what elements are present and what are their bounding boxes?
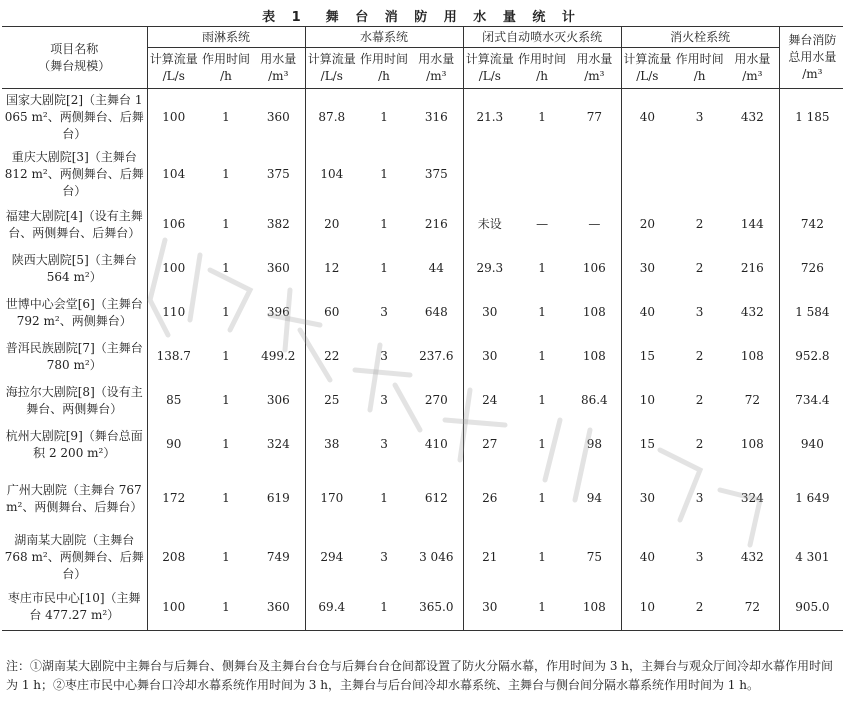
- row-value-cell: [673, 146, 726, 203]
- header-unit-cell: 作用时间 /h: [518, 52, 567, 83]
- table-body: [2, 89, 843, 631]
- row-value-cell: 21: [482, 550, 498, 564]
- row-value-cell: 29.3: [476, 261, 504, 275]
- table-row: [2, 379, 843, 423]
- row-value-cell: 396: [252, 291, 305, 335]
- row-project-name: 陕西大剧院[5]（主舞台 564 m²）: [2, 247, 147, 291]
- header-system-deluge: 雨淋系统: [147, 27, 305, 48]
- row-value-cell: 25: [324, 393, 340, 407]
- row-value-cell: 3: [380, 437, 388, 451]
- row-value-cell: 108: [726, 423, 779, 467]
- row-value-cell: 2: [695, 437, 704, 451]
- row-project-name: 枣庄市民中心[10]（主舞台 477.27 m²）: [2, 585, 147, 631]
- table-caption: 表 1 舞 台 消 防 用 水 量 统 计: [262, 10, 581, 25]
- row-value-cell: 40: [639, 305, 655, 319]
- header-unit-cell: 作用时间 /h: [675, 52, 724, 83]
- row-value-cell: 40: [639, 550, 655, 564]
- row-value-cell: 15: [639, 437, 655, 451]
- row-project-name: 国家大剧院[2]（主舞台 1 065 m²、两侧舞台、后舞台）: [2, 89, 147, 146]
- row-project-name: 福建大剧院[4]（设有主舞台、两侧舞台、后舞台）: [2, 203, 147, 247]
- row-value-cell: 30: [639, 261, 655, 275]
- row-value-cell: 44: [410, 247, 463, 291]
- row-value-cell: 3: [695, 305, 704, 319]
- row-value-cell: 1: [538, 261, 546, 275]
- row-value-cell: 104: [162, 166, 186, 181]
- row-value-cell: 1 584: [795, 305, 830, 319]
- row-value-cell: 108: [568, 335, 621, 379]
- row-value-cell: 72: [726, 379, 779, 423]
- row-value-cell: 106: [568, 247, 621, 291]
- row-value-cell: 432: [726, 89, 779, 146]
- header-unit-cell: 作用时间 /h: [360, 52, 409, 83]
- row-project-name: 世博中心会堂[6]（主舞台 792 m²、两侧舞台）: [2, 291, 147, 335]
- row-value-cell: 1: [538, 393, 546, 407]
- header-unit-cell: 计算流量 /L/s: [149, 52, 198, 83]
- table-row: [2, 247, 843, 291]
- row-value-cell: 172: [162, 491, 186, 505]
- row-value-cell: 20: [324, 217, 340, 231]
- row-value-cell: 905.0: [795, 599, 830, 614]
- row-value-cell: 1: [222, 109, 230, 124]
- row-value-cell: 3: [380, 393, 388, 407]
- table-row: [2, 291, 843, 335]
- row-value-cell: 3: [695, 491, 704, 505]
- row-value-cell: 1: [222, 261, 230, 275]
- row-value-cell: 499.2: [252, 335, 305, 379]
- row-value-cell: 952.8: [795, 349, 830, 363]
- row-value-cell: 138.7: [156, 349, 191, 363]
- row-value-cell: 144: [726, 203, 779, 247]
- row-project-name: 海拉尔大剧院[8]（设有主舞台、两侧舞台）: [2, 379, 147, 423]
- row-value-cell: 86.4: [568, 379, 621, 423]
- row-value-cell: 1: [380, 217, 388, 231]
- row-value-cell: 10: [639, 599, 655, 614]
- row-value-cell: 1: [222, 491, 230, 505]
- row-value-cell: [779, 146, 843, 203]
- row-value-cell: 375: [252, 146, 305, 203]
- row-value-cell: 360: [252, 247, 305, 291]
- row-project-name: 杭州大剧院[9]（舞台总面积 2 200 m²）: [2, 423, 147, 467]
- header-unit-cell: 用水量 /m³: [252, 48, 305, 89]
- row-value-cell: 94: [568, 467, 621, 531]
- row-value-cell: 324: [252, 423, 305, 467]
- row-value-cell: 742: [800, 217, 824, 231]
- row-project-name: 重庆大剧院[3]（主舞台 812 m²、两侧舞台、后舞台）: [2, 146, 147, 203]
- row-value-cell: 4 301: [795, 550, 830, 564]
- row-value-cell: 2: [695, 599, 704, 614]
- row-value-cell: 2: [695, 393, 704, 407]
- row-value-cell: 75: [568, 531, 621, 585]
- row-value-cell: 726: [800, 261, 824, 275]
- header-system-drencher: 水幕系统: [305, 27, 463, 48]
- row-value-cell: 27: [482, 437, 498, 451]
- row-value-cell: 1: [222, 599, 230, 614]
- row-value-cell: 216: [726, 247, 779, 291]
- row-value-cell: 1 185: [795, 109, 830, 124]
- header-unit-cell: 用水量 /m³: [568, 48, 621, 89]
- header-item-name: 项目名称 （舞台规模）: [2, 27, 147, 89]
- table-row: [2, 585, 843, 631]
- row-value-cell: 1: [380, 109, 388, 124]
- row-value-cell: 38: [324, 437, 340, 451]
- row-value-cell: 77: [568, 89, 621, 146]
- row-value-cell: 未设: [477, 217, 502, 231]
- header-unit-cell: 计算流量 /L/s: [623, 52, 672, 83]
- row-value-cell: 294: [320, 550, 344, 564]
- row-value-cell: —: [568, 203, 621, 247]
- row-value-cell: 2: [695, 349, 704, 363]
- header-unit-cell: 作用时间 /h: [201, 52, 250, 83]
- row-project-name: 广州大剧院（主舞台 767 m²、两侧舞台、后舞台）: [2, 467, 147, 531]
- row-value-cell: 1 649: [795, 491, 830, 505]
- row-value-cell: 1: [222, 166, 230, 181]
- header-unit-cell: 用水量 /m³: [410, 48, 463, 89]
- header-row-systems: [2, 27, 843, 48]
- row-value-cell: 360: [252, 89, 305, 146]
- fire-water-table: [2, 26, 843, 631]
- row-value-cell: 612: [410, 467, 463, 531]
- row-value-cell: 375: [410, 146, 463, 203]
- row-value-cell: 1: [222, 393, 230, 407]
- row-value-cell: 1: [380, 261, 388, 275]
- row-value-cell: 3: [380, 550, 388, 564]
- row-value-cell: 108: [568, 585, 621, 631]
- row-value-cell: 22: [324, 349, 340, 363]
- row-value-cell: 1: [222, 349, 230, 363]
- row-value-cell: 69.4: [318, 599, 346, 614]
- row-value-cell: 21.3: [476, 109, 504, 124]
- row-value-cell: 1: [538, 109, 546, 124]
- row-value-cell: 1: [538, 599, 546, 614]
- row-value-cell: 365.0: [410, 585, 463, 631]
- row-value-cell: 316: [410, 89, 463, 146]
- row-value-cell: 324: [726, 467, 779, 531]
- header-unit-cell: 计算流量 /L/s: [307, 52, 356, 83]
- header-total: 舞台消防 总用水量 /m³: [788, 33, 837, 81]
- row-value-cell: 360: [252, 585, 305, 631]
- row-value-cell: 100: [162, 261, 186, 275]
- row-value-cell: 306: [252, 379, 305, 423]
- row-project-name: 湖南某大剧院（主舞台 768 m²、两侧舞台、后舞台）: [2, 531, 147, 585]
- row-value-cell: 108: [568, 291, 621, 335]
- header-system-sprinkler: 闭式自动喷水灭火系统: [463, 27, 621, 48]
- row-value-cell: 3: [695, 109, 704, 124]
- table-row: [2, 146, 843, 203]
- row-value-cell: 60: [324, 305, 340, 319]
- header-system-hydrant: 消火栓系统: [621, 27, 779, 48]
- row-value-cell: 619: [252, 467, 305, 531]
- row-value-cell: 1: [538, 349, 546, 363]
- row-value-cell: 30: [482, 599, 498, 614]
- row-value-cell: [621, 146, 673, 203]
- row-value-cell: 30: [639, 491, 655, 505]
- row-value-cell: 216: [410, 203, 463, 247]
- row-value-cell: 170: [320, 491, 344, 505]
- row-value-cell: 410: [410, 423, 463, 467]
- row-value-cell: [516, 146, 568, 203]
- row-value-cell: [726, 146, 779, 203]
- row-value-cell: 106: [162, 217, 186, 231]
- row-value-cell: [463, 146, 516, 203]
- row-value-cell: 110: [162, 305, 186, 319]
- row-value-cell: 1: [380, 599, 388, 614]
- row-value-cell: 1: [538, 305, 546, 319]
- row-value-cell: 1: [222, 217, 230, 231]
- row-value-cell: 1: [380, 491, 388, 505]
- table-row: [2, 335, 843, 379]
- row-value-cell: 432: [726, 291, 779, 335]
- row-value-cell: 1: [222, 550, 230, 564]
- row-value-cell: 648: [410, 291, 463, 335]
- row-value-cell: 30: [482, 349, 498, 363]
- row-value-cell: 270: [410, 379, 463, 423]
- row-value-cell: 1: [222, 437, 230, 451]
- header-unit-cell: 用水量 /m³: [726, 48, 779, 89]
- row-value-cell: 1: [380, 166, 388, 181]
- row-value-cell: 40: [639, 109, 655, 124]
- row-value-cell: 3: [380, 305, 388, 319]
- row-value-cell: 432: [726, 531, 779, 585]
- row-value-cell: 10: [639, 393, 655, 407]
- row-value-cell: 100: [162, 109, 186, 124]
- row-value-cell: 3 046: [410, 531, 463, 585]
- row-value-cell: 208: [162, 550, 186, 564]
- table-row: [2, 531, 843, 585]
- table-row: [2, 89, 843, 146]
- row-value-cell: 1: [538, 491, 546, 505]
- row-value-cell: [568, 146, 621, 203]
- table-row: [2, 423, 843, 467]
- row-value-cell: 108: [726, 335, 779, 379]
- row-value-cell: 12: [324, 261, 340, 275]
- table-note: 注：①湖南某大剧院中主舞台与后舞台、侧舞台及主舞台台仓与后舞台台仓间都设置了防火分隔水幕，作用时间为 3 h，主舞台与观众厅间冷却水幕作用时间为 1 h；②枣庄市民中心舞台口冷却水幕系统作用时间为 3 h，主舞台与后台间冷却水幕系统、主舞台与侧台间分隔水幕系统作用时间为 1 h。: [6, 659, 833, 692]
- row-value-cell: 3: [695, 550, 704, 564]
- row-value-cell: 15: [639, 349, 655, 363]
- header-unit-cell: 计算流量 /L/s: [465, 52, 514, 83]
- row-value-cell: 26: [482, 491, 498, 505]
- row-value-cell: 382: [252, 203, 305, 247]
- row-value-cell: 87.8: [318, 109, 346, 124]
- row-value-cell: 85: [166, 393, 182, 407]
- row-value-cell: 2: [695, 261, 704, 275]
- row-value-cell: 24: [482, 393, 498, 407]
- row-value-cell: 90: [166, 437, 182, 451]
- row-value-cell: 749: [252, 531, 305, 585]
- row-value-cell: 1: [222, 305, 230, 319]
- row-project-name: 普洱民族剧院[7]（主舞台 780 m²）: [2, 335, 147, 379]
- row-value-cell: 20: [639, 217, 655, 231]
- row-value-cell: 72: [726, 585, 779, 631]
- row-value-cell: 98: [568, 423, 621, 467]
- row-value-cell: 100: [162, 599, 186, 614]
- row-value-cell: —: [536, 217, 549, 231]
- row-value-cell: 3: [380, 349, 388, 363]
- row-value-cell: 104: [320, 166, 344, 181]
- row-value-cell: 940: [800, 437, 824, 451]
- row-value-cell: 1: [538, 437, 546, 451]
- row-value-cell: 1: [538, 550, 546, 564]
- table-row: [2, 467, 843, 531]
- row-value-cell: 734.4: [795, 393, 830, 407]
- row-value-cell: 2: [695, 217, 704, 231]
- table-row: [2, 203, 843, 247]
- row-value-cell: 237.6: [410, 335, 463, 379]
- row-value-cell: 30: [482, 305, 498, 319]
